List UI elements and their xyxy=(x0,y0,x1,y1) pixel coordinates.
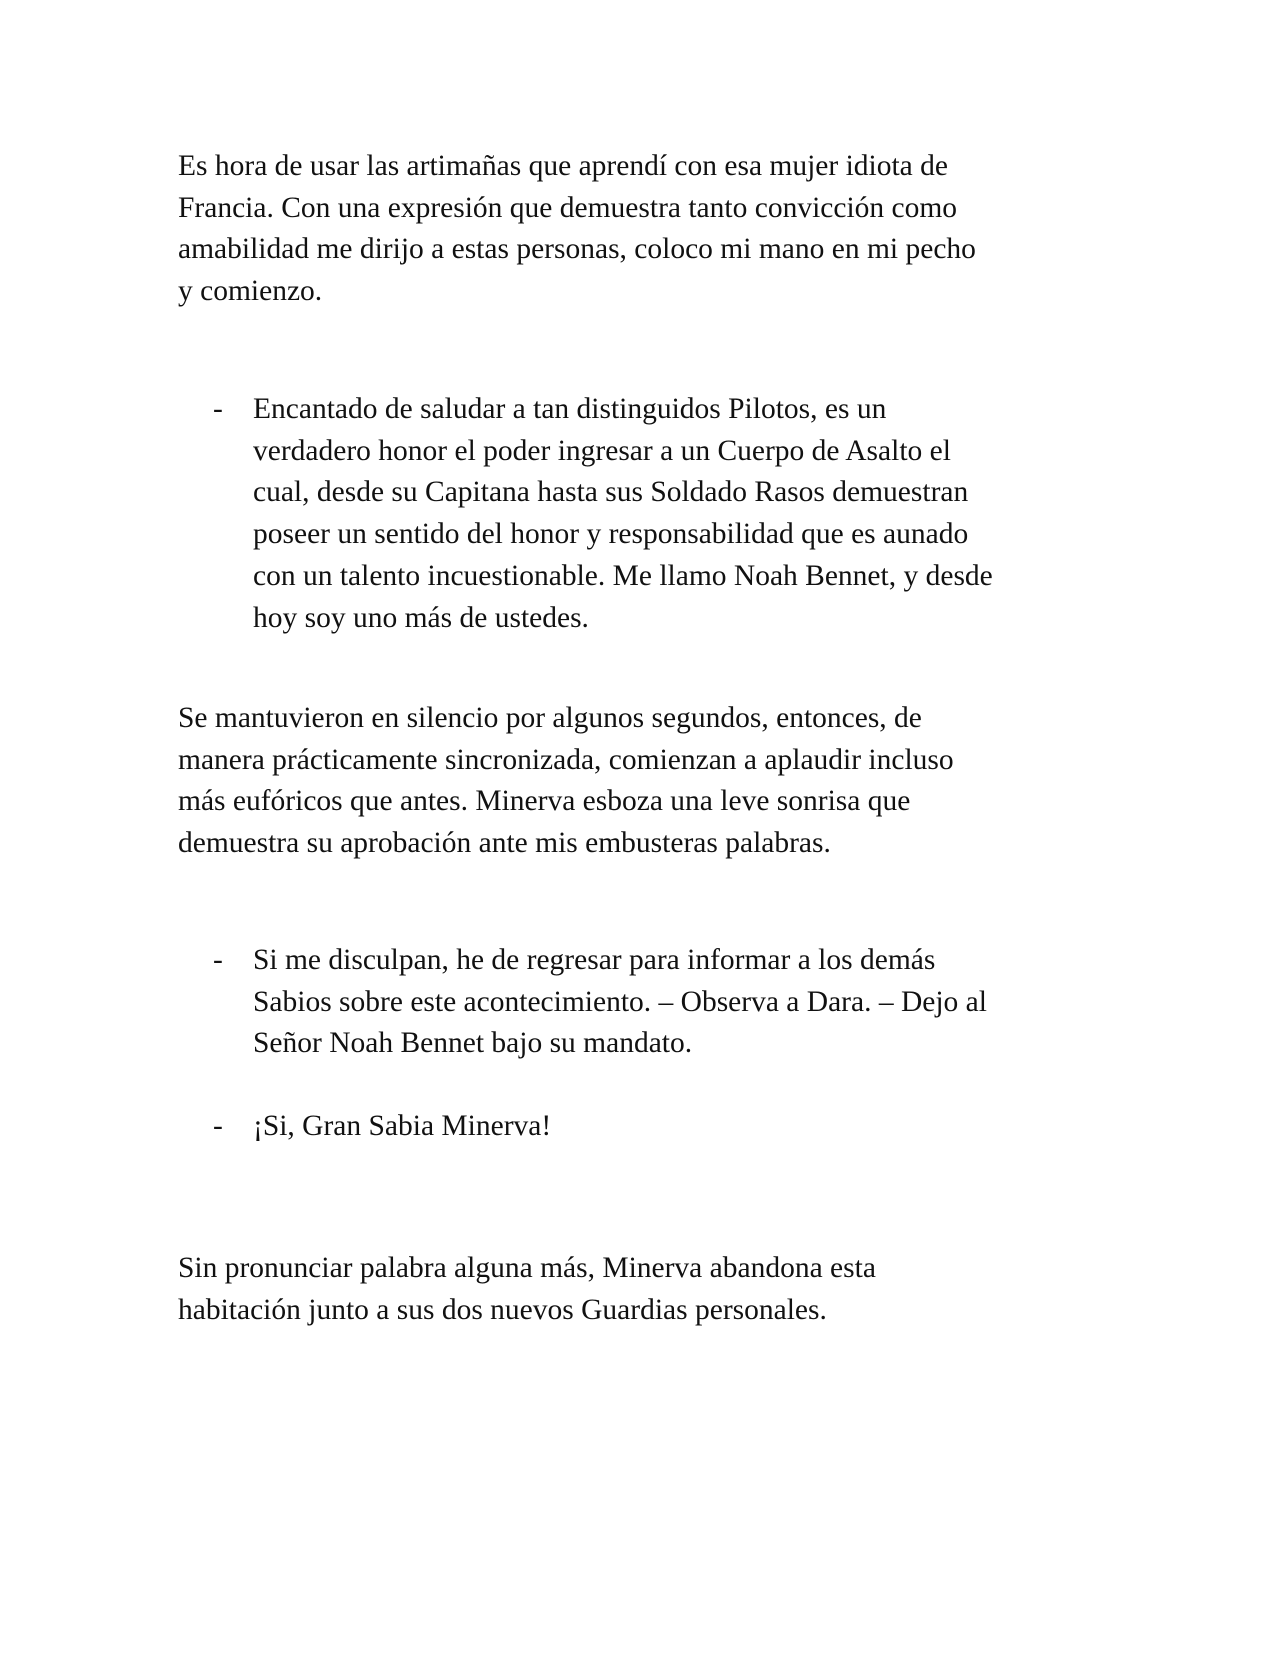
paragraph-line: manera prácticamente sincronizada, comienzan a aplaudir incluso xyxy=(178,743,954,776)
dialogue-text-line: con un talento incuestionable. Me llamo Noah Bennet, y desde xyxy=(253,559,993,592)
paragraph-line: Es hora de usar las artimañas que aprendí con esa mujer idiota de xyxy=(178,150,948,182)
narrative-paragraph xyxy=(178,146,1118,313)
paragraph-line: demuestra su aprobación ante mis embusteras palabras. xyxy=(178,827,831,860)
dialogue-dash: - xyxy=(213,1110,223,1142)
paragraph-line: y comienzo. xyxy=(178,275,323,308)
dialogue-text xyxy=(253,940,1133,1065)
dialogue-text-line: Si me disculpan, he de regresar para informar a los demás xyxy=(253,944,936,976)
narrative-paragraph xyxy=(178,698,1118,865)
paragraph-line: más eufóricos que antes. Minerva esboza una leve sonrisa que xyxy=(178,785,911,818)
dialogue-text-line: hoy soy uno más de ustedes. xyxy=(253,601,589,634)
dialogue-text xyxy=(253,389,1133,639)
paragraph-line: habitación junto a sus dos nuevos Guardias personales. xyxy=(178,1293,827,1326)
paragraph-line: Francia. Con una expresión que demuestra tanto convicción como xyxy=(178,191,958,224)
paragraph-line: Sin pronunciar palabra alguna más, Minerva abandona esta xyxy=(178,1252,876,1284)
dialogue-dash: - xyxy=(213,944,223,976)
dialogue-text xyxy=(253,1106,1133,1148)
dialogue-text-line: Encantado de saludar a tan distinguidos Pilotos, es un xyxy=(253,393,887,425)
dialogue-text-line: cual, desde su Capitana hasta sus Soldado Rasos demuestran xyxy=(253,476,969,509)
dialogue-dash: - xyxy=(213,393,223,425)
paragraph-line: Se mantuvieron en silencio por algunos segundos, entonces, de xyxy=(178,702,922,734)
narrative-paragraph xyxy=(178,1248,1118,1331)
paragraph-line: amabilidad me dirijo a estas personas, coloco mi mano en mi pecho xyxy=(178,233,976,266)
dialogue-text-line: verdadero honor el poder ingresar a un Cuerpo de Asalto el xyxy=(253,434,951,467)
dialogue-text-line: Sabios sobre este acontecimiento. – Observa a Dara. – Dejo al xyxy=(253,985,987,1018)
dialogue-text-line: Señor Noah Bennet bajo su mandato. xyxy=(253,1027,693,1060)
dialogue-text-line: poseer un sentido del honor y responsabilidad que es aunado xyxy=(253,518,969,551)
dialogue-text-line: ¡Si, Gran Sabia Minerva! xyxy=(253,1110,552,1142)
